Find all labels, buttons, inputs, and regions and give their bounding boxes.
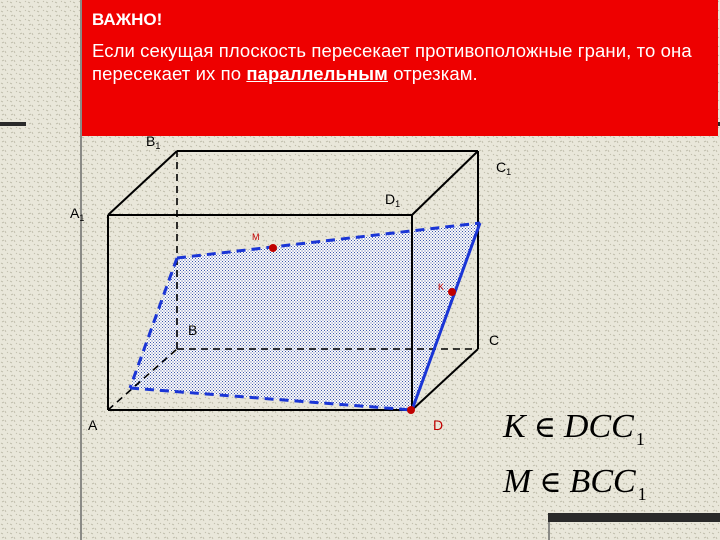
callout-text-start: Если секущая плоскость пересекает противоположные грани, то она пересекает их по	[92, 40, 692, 84]
label-A1-letter: A	[70, 205, 80, 221]
formula-1-subscript: 1	[635, 429, 645, 449]
label-B1-letter: B	[146, 133, 156, 149]
point-K-marker	[448, 288, 456, 296]
label-A1-sub: 1	[79, 213, 85, 223]
formula-1-operator: ∈	[533, 410, 556, 445]
formula-2-set: BCC	[569, 463, 636, 500]
formula-2-subscript: 1	[637, 484, 647, 504]
edge-D1-C1	[412, 151, 478, 215]
formula-k-membership	[502, 408, 645, 449]
edge-A1-B1	[108, 151, 177, 215]
label-C1-sub: 1	[506, 167, 512, 177]
point-D-marker	[407, 406, 415, 414]
formula-2-operator: ∈	[539, 465, 562, 500]
label-M: M	[252, 232, 260, 242]
label-B: B	[188, 322, 198, 338]
point-M-marker	[269, 244, 277, 252]
formula-1-point: K	[503, 408, 526, 445]
label-C1	[496, 159, 511, 177]
callout-text-end: отрезкам.	[387, 63, 478, 84]
callout-emphasis: параллельным	[246, 63, 388, 84]
label-D1	[385, 191, 400, 209]
formula-2-point: M	[503, 463, 532, 500]
label-K: K	[438, 282, 445, 292]
label-C: C	[489, 332, 500, 348]
formula-m-membership	[502, 463, 647, 504]
label-A: A	[88, 417, 98, 433]
label-C1-letter: C	[496, 159, 507, 175]
section-plane	[130, 223, 480, 410]
callout-title: ВАЖНО!	[92, 10, 163, 29]
formula-1-set: DCC	[563, 408, 634, 445]
label-D: D	[433, 417, 444, 433]
label-B1-sub: 1	[155, 141, 161, 151]
label-D1-letter: D	[385, 191, 396, 207]
label-A1	[70, 205, 84, 223]
label-B1	[146, 133, 160, 151]
label-D1-sub: 1	[395, 199, 401, 209]
